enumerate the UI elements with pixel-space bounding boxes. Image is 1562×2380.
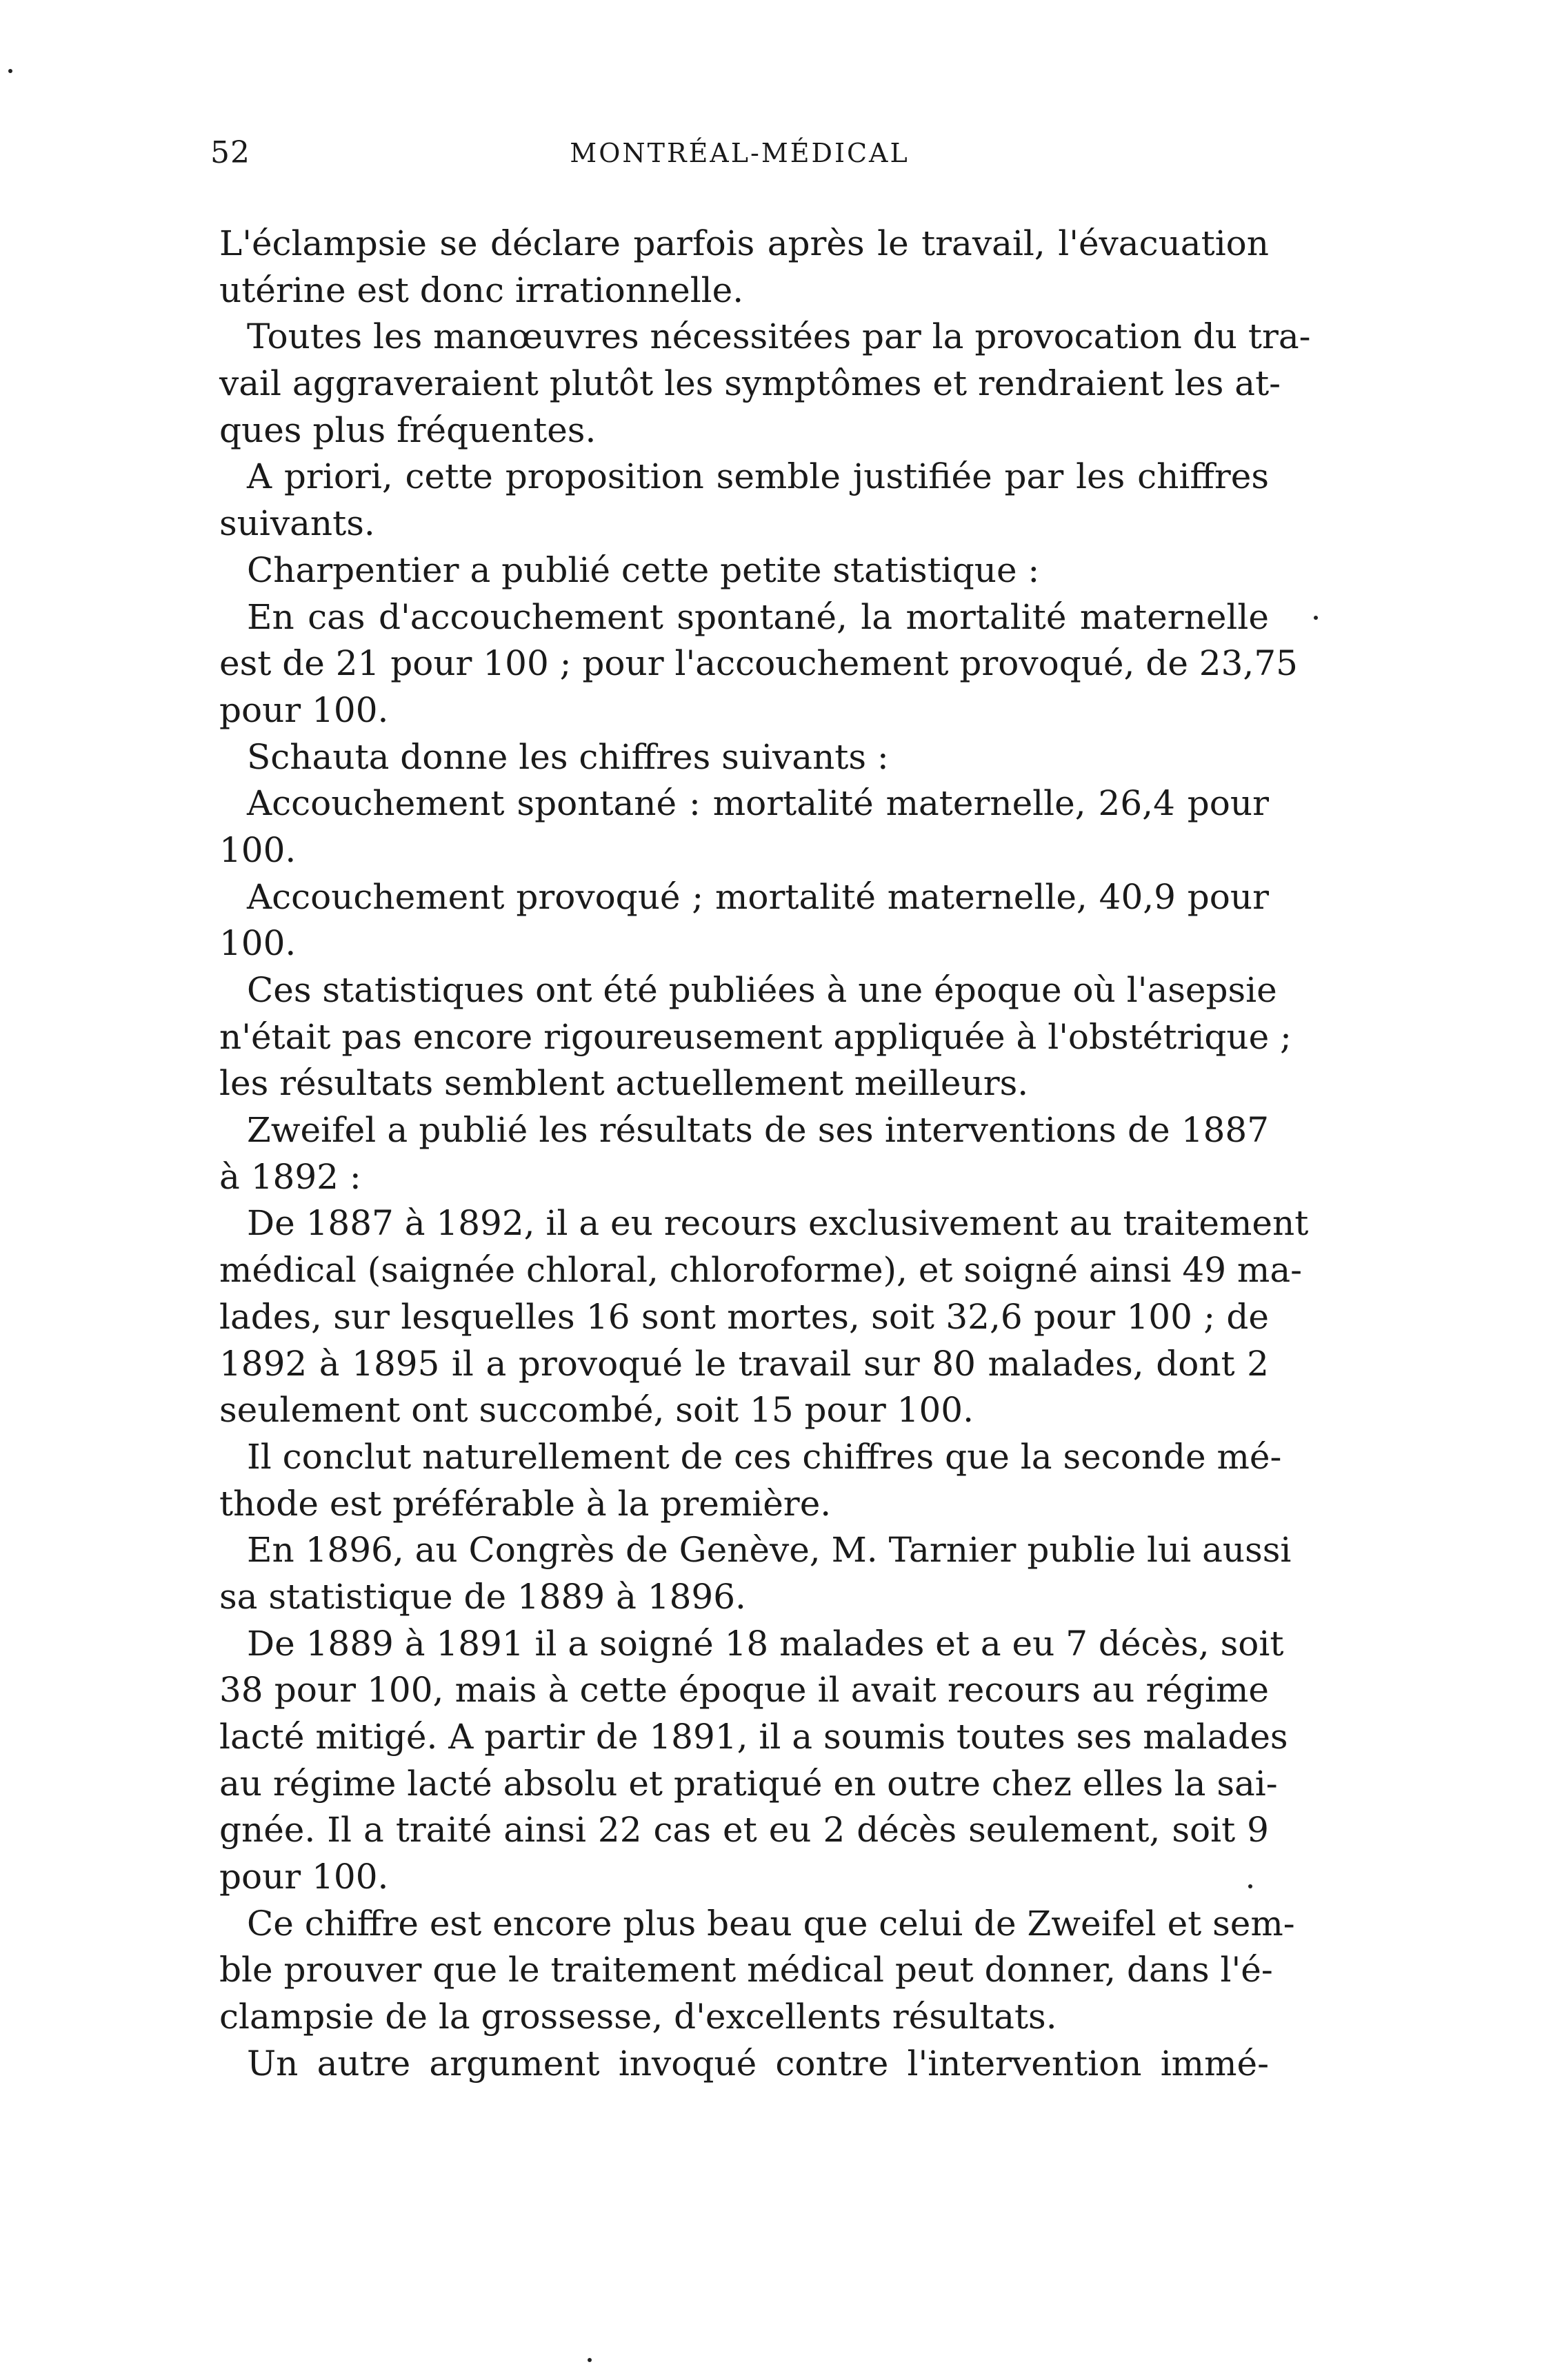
text-line: sa statistique de 1889 à 1896. <box>219 1576 746 1617</box>
text-line: pour 100. <box>219 689 389 730</box>
text-line: Accouchement provoqué ; mortalité maternelle, 40,9 pour <box>247 876 1269 917</box>
text-line: au régime lacté absolu et pratiqué en outre chez elles la sai- <box>219 1763 1278 1804</box>
text-line: suivants. <box>219 503 375 544</box>
page-number: 52 <box>210 135 250 170</box>
page-header <box>210 135 1269 177</box>
text-line: De 1887 à 1892, il a eu recours exclusivement au traitement <box>247 1203 1309 1244</box>
scan-speck <box>1314 616 1318 620</box>
text-line: utérine est donc irrationnelle. <box>219 270 744 310</box>
scan-speck <box>588 2358 592 2362</box>
text-line: Zweifel a publié les résultats de ses interventions de 1887 <box>247 1110 1269 1151</box>
text-line: thode est préférable à la première. <box>219 1483 832 1524</box>
text-line: Ce chiffre est encore plus beau que celui de Zweifel et sem- <box>247 1903 1295 1944</box>
text-line: Un autre argument invoqué contre l'intervention immé- <box>247 2043 1269 2084</box>
text-line: ble prouver que le traitement médical peut donner, dans l'é- <box>219 1950 1273 1990</box>
running-title: MONTRÉAL-MÉDICAL <box>570 138 910 168</box>
text-line: ques plus fréquentes. <box>219 410 597 450</box>
text-line: gnée. Il a traité ainsi 22 cas et eu 2 décès seulement, soit 9 <box>219 1810 1269 1850</box>
text-line: A priori, cette proposition semble justifiée par les chiffres <box>247 456 1269 497</box>
text-line: à 1892 : <box>219 1156 361 1197</box>
text-line: Ces statistiques ont été publiées à une époque où l'asepsie <box>247 970 1277 1010</box>
text-line: vail aggraveraient plutôt les symptômes et rendraient les at- <box>219 363 1281 404</box>
text-line: est de 21 pour 100 ; pour l'accouchement provoqué, de 23,75 <box>219 643 1298 684</box>
text-line: L'éclampsie se déclare parfois après le travail, l'évacuation <box>219 223 1269 263</box>
text-line: En 1896, au Congrès de Genève, M. Tarnier publie lui aussi <box>247 1530 1292 1571</box>
text-line: 1892 à 1895 il a provoqué le travail sur 80 malades, dont 2 <box>219 1343 1269 1384</box>
text-line: Schauta donne les chiffres suivants : <box>247 736 889 777</box>
text-line: lacté mitigé. A partir de 1891, il a soumis toutes ses malades <box>219 1717 1288 1757</box>
text-line: 100. <box>219 829 297 870</box>
text-line: 100. <box>219 923 297 964</box>
body-text <box>219 221 1311 2088</box>
text-line: seulement ont succombé, soit 15 pour 100. <box>219 1390 974 1431</box>
text-line: De 1889 à 1891 il a soigné 18 malades et a eu 7 décès, soit <box>247 1623 1284 1664</box>
text-line: Il conclut naturellement de ces chiffres que la seconde mé- <box>247 1436 1282 1477</box>
text-line: Accouchement spontané : mortalité maternelle, 26,4 pour <box>247 783 1269 824</box>
scan-speck <box>1248 1884 1252 1888</box>
text-line: pour 100. <box>219 1857 389 1897</box>
text-line: médical (saignée chloral, chloroforme), et soigné ainsi 49 ma- <box>219 1250 1303 1291</box>
text-line: clampsie de la grossesse, d'excellents résultats. <box>219 1997 1057 2037</box>
text-line: les résultats semblent actuellement meilleurs. <box>219 1063 1029 1104</box>
text-line: En cas d'accouchement spontané, la mortalité maternelle <box>247 596 1269 637</box>
text-line: lades, sur lesquelles 16 sont mortes, soit 32,6 pour 100 ; de <box>219 1296 1269 1337</box>
text-line: n'était pas encore rigoureusement appliquée à l'obstétrique ; <box>219 1016 1292 1057</box>
text-line: Charpentier a publié cette petite statistique : <box>247 549 1040 590</box>
text-line: Toutes les manœuvres nécessitées par la provocation du tra- <box>247 316 1311 357</box>
scan-speck <box>8 69 12 73</box>
text-line: 38 pour 100, mais à cette époque il avait recours au régime <box>219 1670 1269 1711</box>
